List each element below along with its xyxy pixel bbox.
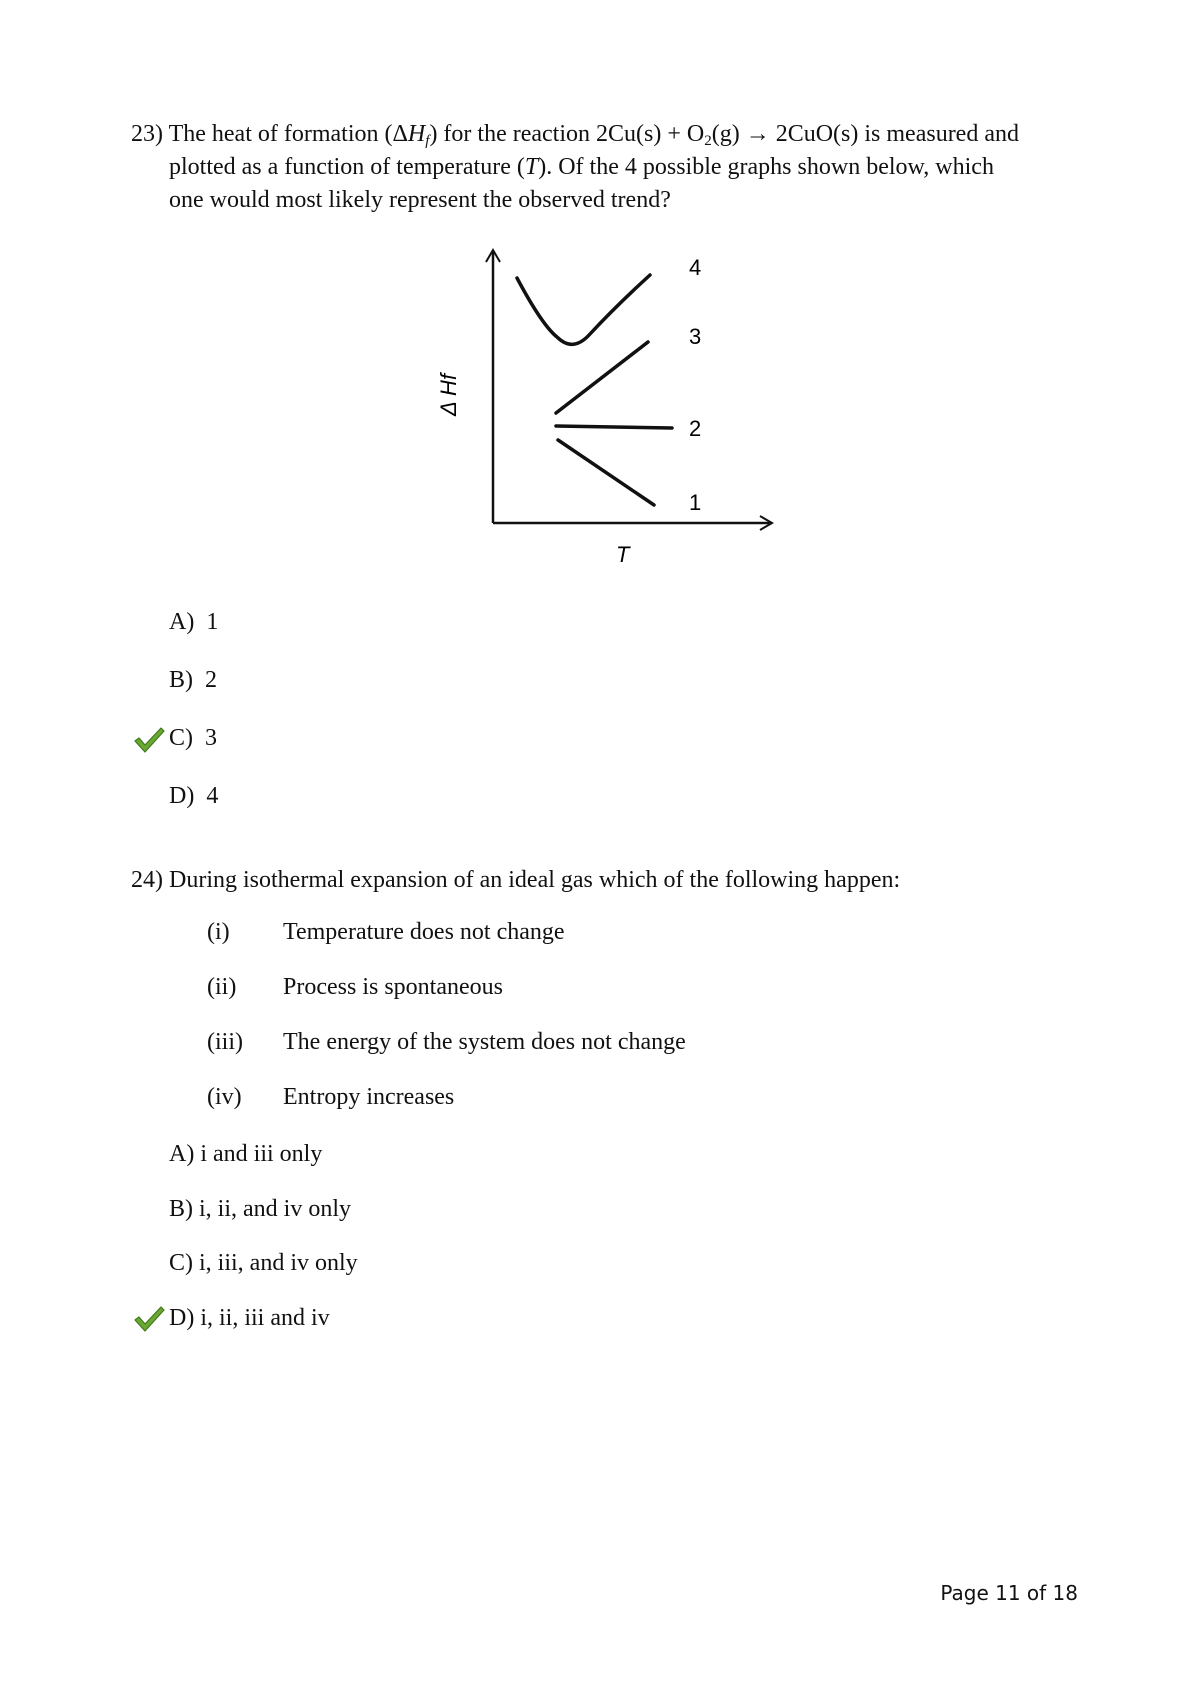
curve-label-2: 2 <box>689 416 702 441</box>
correct-check-icon <box>133 726 165 754</box>
graph-svg <box>420 240 780 570</box>
q24-option-b: B) i, ii, and iv only <box>169 1196 351 1222</box>
q23-line-3: one would most likely represent the observed trend? <box>169 187 671 213</box>
q24-statement-text: Entropy increases <box>283 1084 455 1110</box>
q23-number: 23) <box>131 121 163 147</box>
q24-statement-text: Temperature does not change <box>283 919 565 945</box>
curve-label-3: 3 <box>689 324 702 349</box>
q24-statement-roman: (i) <box>207 919 230 945</box>
correct-check-icon <box>133 1305 165 1333</box>
q24-option-d: D) i, ii, iii and iv <box>169 1305 330 1331</box>
curve-2 <box>556 426 672 428</box>
q24-statement-roman: (ii) <box>207 974 237 1000</box>
q23-line-2: plotted as a function of temperature (T). Of the 4 possible graphs shown below, which <box>169 154 994 180</box>
heat-of-formation-graph <box>420 240 780 570</box>
y-axis-label: Δ Hf <box>436 373 461 416</box>
q24-statement-roman: (iv) <box>207 1084 242 1110</box>
q23-option-a: A) 1 <box>169 609 219 635</box>
curve-4 <box>517 275 650 344</box>
q23-option-d: D) 4 <box>169 783 219 809</box>
curve-label-4: 4 <box>689 255 702 280</box>
q24-statement-text: The energy of the system does not change <box>283 1029 686 1055</box>
curve-label-1: 1 <box>689 490 702 515</box>
x-axis-label: T <box>616 542 630 567</box>
q24-option-a: A) i and iii only <box>169 1141 323 1167</box>
q23-option-c: C) 3 <box>169 725 217 751</box>
q23-option-b: B) 2 <box>169 667 217 693</box>
curve-3 <box>556 342 648 413</box>
q24-statement-roman: (iii) <box>207 1029 243 1055</box>
q23-line-1: 23) The heat of formation $(\Delta H_f)$ for the reaction $2Cu(s) + O_2(g) \to 2CuO(s)$ is measured and <box>131 121 1019 149</box>
q24-number: 24) <box>131 867 163 893</box>
curve-1 <box>558 440 654 505</box>
q24-option-c: C) i, iii, and iv only <box>169 1250 358 1276</box>
q24-statement-text: Process is spontaneous <box>283 974 503 1000</box>
q24-stem: 24) During isothermal expansion of an ideal gas which of the following happen: <box>131 867 901 893</box>
page-number: Page 11 of 18 <box>940 1581 1078 1605</box>
